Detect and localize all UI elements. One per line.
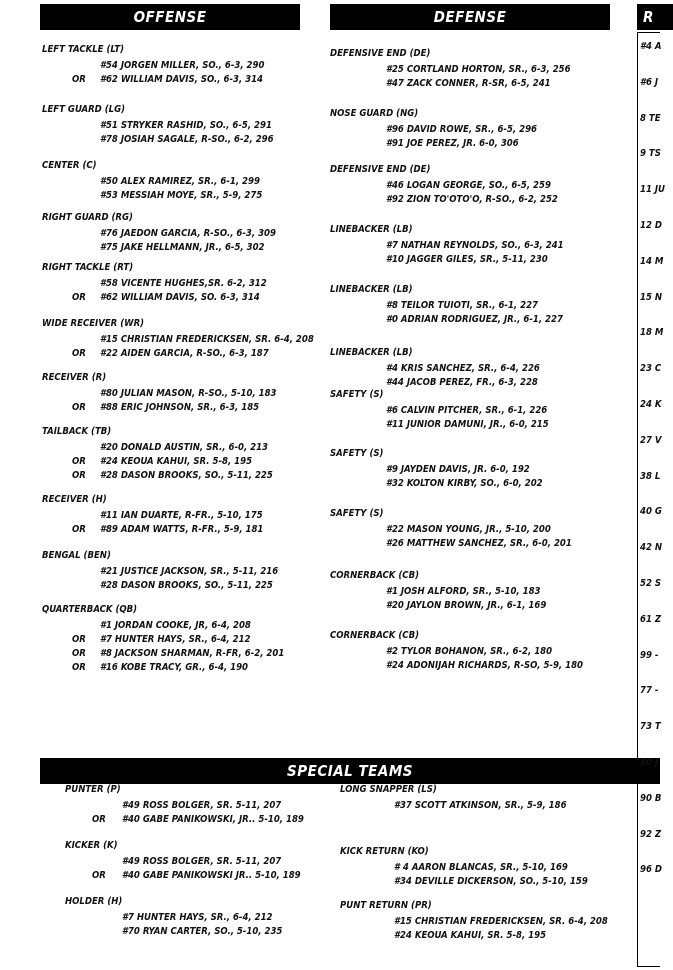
position-label: LEFT TACKLE (LT) [42,44,125,55]
player-entry: #49 ROSS BOLGER, SR. 5-11, 207 [122,800,282,811]
player-entry: #89 ADAM WATTS, R-FR., 5-9, 181 [100,524,264,535]
player-entry: #15 CHRISTIAN FREDERICKSEN, SR. 6-4, 208 [394,916,608,927]
player-entry: #54 JORGEN MILLER, SO., 6-3, 290 [100,60,265,71]
player-entry: #11 IAN DUARTE, R-FR., 5-10, 175 [100,510,263,521]
player-entry: #88 ERIC JOHNSON, SR., 6-3, 185 [100,402,260,413]
or-label: OR [72,292,86,303]
player-entry: #40 GABE PANIKOWSKI, JR.. 5-10, 189 [122,814,304,825]
player-entry: #10 JAGGER GILES, SR., 5-11, 230 [386,254,548,265]
player-entry: #34 DEVILLE DICKERSON, SO., 5-10, 159 [394,876,588,887]
player-entry: #21 JUSTICE JACKSON, SR., 5-11, 216 [100,566,279,577]
player-entry: #46 LOGAN GEORGE, SO., 6-5, 259 [386,180,551,191]
player-entry: #47 ZACK CONNER, R-SR, 6-5, 241 [386,78,551,89]
player-entry: #44 JACOB PEREZ, FR., 6-3, 228 [386,377,538,388]
or-label: OR [72,456,86,467]
player-entry: #20 DONALD AUSTIN, SR., 6-0, 213 [100,442,269,453]
player-entry: #7 HUNTER HAYS, SR., 6-4, 212 [122,912,273,923]
player-entry: #22 MASON YOUNG, JR., 5-10, 200 [386,524,551,535]
player-entry: #28 DASON BROOKS, SO., 5-11, 225 [100,580,273,591]
player-entry: #32 KOLTON KIRBY, SO., 6-0, 202 [386,478,543,489]
roster-entry: 11 JU [640,184,665,196]
player-entry: #16 KOBE TRACY, GR., 6-4, 190 [100,662,249,673]
offense-header: OFFENSE [40,4,300,30]
player-entry: #1 JORDAN COOKE, JR, 6-4, 208 [100,620,251,631]
player-entry: #75 JAKE HELLMANN, JR., 6-5, 302 [100,242,265,253]
player-entry: #7 NATHAN REYNOLDS, SO., 6-3, 241 [386,240,564,251]
position-label: NOSE GUARD (NG) [330,108,419,119]
position-label: DEFENSIVE END (DE) [330,48,431,59]
player-entry: #37 SCOTT ATKINSON, SR., 5-9, 186 [394,800,567,811]
position-label: KICK RETURN (KO) [340,846,429,857]
player-entry: #50 ALEX RAMIREZ, SR., 6-1, 299 [100,176,260,187]
position-label: PUNT RETURN (PR) [340,900,432,911]
player-entry: #92 ZION TO'OTO'O, R-SO., 6-2, 252 [386,194,558,205]
roster-entry: 27 V [640,434,662,446]
roster-entry: 52 S [640,578,662,589]
roster-entry: 38 L [640,470,661,482]
roster-entry: 12 D [640,220,662,231]
position-label: WIDE RECEIVER (WR) [42,318,145,329]
roster-entry: 96 D [640,864,662,876]
or-label: OR [92,814,106,825]
position-label: RECEIVER (R) [42,372,107,383]
player-entry: #62 WILLIAM DAVIS, SO. 6-3, 314 [100,292,260,303]
player-entry: #20 JAYLON BROWN, JR., 6-1, 169 [386,600,547,611]
roster-entry: 80 J [640,757,659,768]
position-label: TAILBACK (TB) [42,426,112,437]
or-label: OR [72,402,86,413]
player-entry: #26 MATTHEW SANCHEZ, SR., 6-0, 201 [386,538,572,549]
position-label: KICKER (K) [65,840,118,851]
position-label: CORNERBACK (CB) [330,570,419,581]
roster-entry: #6 J [640,76,659,88]
player-entry: #9 JAYDEN DAVIS, JR. 6-0, 192 [386,464,530,475]
player-entry: #58 VICENTE HUGHES,SR. 6-2, 312 [100,278,267,289]
player-entry: #28 DASON BROOKS, SO., 5-11, 225 [100,470,273,481]
player-entry: #11 JUNIOR DAMUNI, JR., 6-0, 215 [386,419,549,430]
player-entry: #24 ADONIJAH RICHARDS, R-SO, 5-9, 180 [386,660,583,671]
position-label: SAFETY (S) [330,508,384,519]
position-label: QUARTERBACK (QB) [42,604,138,615]
player-entry: #78 JOSIAH SAGALE, R-SO., 6-2, 296 [100,134,274,145]
or-label: OR [72,524,86,535]
player-entry: #8 JACKSON SHARMAN, R-FR, 6-2, 201 [100,648,285,659]
position-label: HOLDER (H) [65,896,123,907]
player-entry: #24 KEOUA KAHUI, SR. 5-8, 195 [394,930,547,941]
special-teams-header: SPECIAL TEAMS [40,758,660,784]
player-entry: #1 JOSH ALFORD, SR., 5-10, 183 [386,586,541,597]
position-label: BENGAL (BEN) [42,550,111,561]
player-entry: #51 STRYKER RASHID, SO., 6-5, 291 [100,120,272,131]
position-label: SAFETY (S) [330,448,384,459]
or-label: OR [72,74,86,85]
player-entry: #15 CHRISTIAN FREDERICKSEN, SR. 6-4, 208 [100,334,314,345]
position-label: CENTER (C) [42,160,97,171]
or-label: OR [92,870,106,881]
player-entry: #4 KRIS SANCHEZ, SR., 6-4, 226 [386,363,540,374]
roster-entry: 40 G [640,506,662,518]
roster-entry: 73 T [640,721,661,733]
player-entry: #40 GABE PANIKOWSKI JR.. 5-10, 189 [122,870,301,881]
roster-entry: 90 B [640,792,662,804]
roster-entry: 77 - [640,685,659,697]
roster-header: R [637,4,673,30]
position-label: RECEIVER (H) [42,494,107,505]
player-entry: #70 RYAN CARTER, SO., 5-10, 235 [122,926,283,937]
position-label: LINEBACKER (LB) [330,347,413,358]
roster-entry: 24 K [640,399,662,410]
roster-entry: 92 Z [640,828,662,840]
player-entry: #49 ROSS BOLGER, SR. 5-11, 207 [122,856,282,867]
roster-entry: 99 - [640,649,659,661]
roster-entry: 9 TS [640,148,661,160]
player-entry: #76 JAEDON GARCIA, R-SO., 6-3, 309 [100,228,276,239]
roster-entry: 61 Z [640,613,662,625]
position-label: LEFT GUARD (LG) [42,104,125,115]
player-entry: #2 TYLOR BOHANON, SR., 6-2, 180 [386,646,553,657]
position-label: DEFENSIVE END (DE) [330,164,431,175]
roster-entry: 8 TE [640,112,661,124]
roster-entry: 15 N [640,291,663,303]
roster-entry: 23 C [640,363,662,375]
roster-entry: 42 N [640,542,663,554]
position-label: LINEBACKER (LB) [330,224,413,235]
defense-header: DEFENSE [330,4,610,30]
player-entry: #25 CORTLAND HORTON, SR., 6-3, 256 [386,64,571,75]
player-entry: #24 KEOUA KAHUI, SR. 5-8, 195 [100,456,253,467]
roster-entry: 14 M [640,255,664,267]
player-entry: #0 ADRIAN RODRIGUEZ, JR., 6-1, 227 [386,314,563,325]
position-label: SAFETY (S) [330,389,384,400]
player-entry: #80 JULIAN MASON, R-SO., 5-10, 183 [100,388,277,399]
player-entry: # 4 AARON BLANCAS, SR., 5-10, 169 [394,862,568,873]
or-label: OR [72,634,86,645]
position-label: LINEBACKER (LB) [330,284,413,295]
roster-entry: #4 A [640,41,662,52]
player-entry: #8 TEILOR TUIOTI, SR., 6-1, 227 [386,300,538,311]
roster-list-box [637,32,665,967]
roster-entry: 18 M [640,327,664,339]
player-entry: #22 AIDEN GARCIA, R-SO., 6-3, 187 [100,348,269,359]
or-label: OR [72,348,86,359]
position-label: RIGHT TACKLE (RT) [42,262,134,273]
or-label: OR [72,470,86,481]
player-entry: #96 DAVID ROWE, SR., 6-5, 296 [386,124,537,135]
player-entry: #91 JOE PEREZ, JR. 6-0, 306 [386,138,519,149]
position-label: RIGHT GUARD (RG) [42,212,133,223]
or-label: OR [72,662,86,673]
position-label: PUNTER (P) [65,784,121,795]
player-entry: #62 WILLIAM DAVIS, SO., 6-3, 314 [100,74,264,85]
position-label: LONG SNAPPER (LS) [340,784,437,795]
position-label: CORNERBACK (CB) [330,630,419,641]
player-entry: #53 MESSIAH MOYE, SR., 5-9, 275 [100,190,263,201]
player-entry: #6 CALVIN PITCHER, SR., 6-1, 226 [386,405,548,416]
or-label: OR [72,648,86,659]
player-entry: #7 HUNTER HAYS, SR., 6-4, 212 [100,634,251,645]
